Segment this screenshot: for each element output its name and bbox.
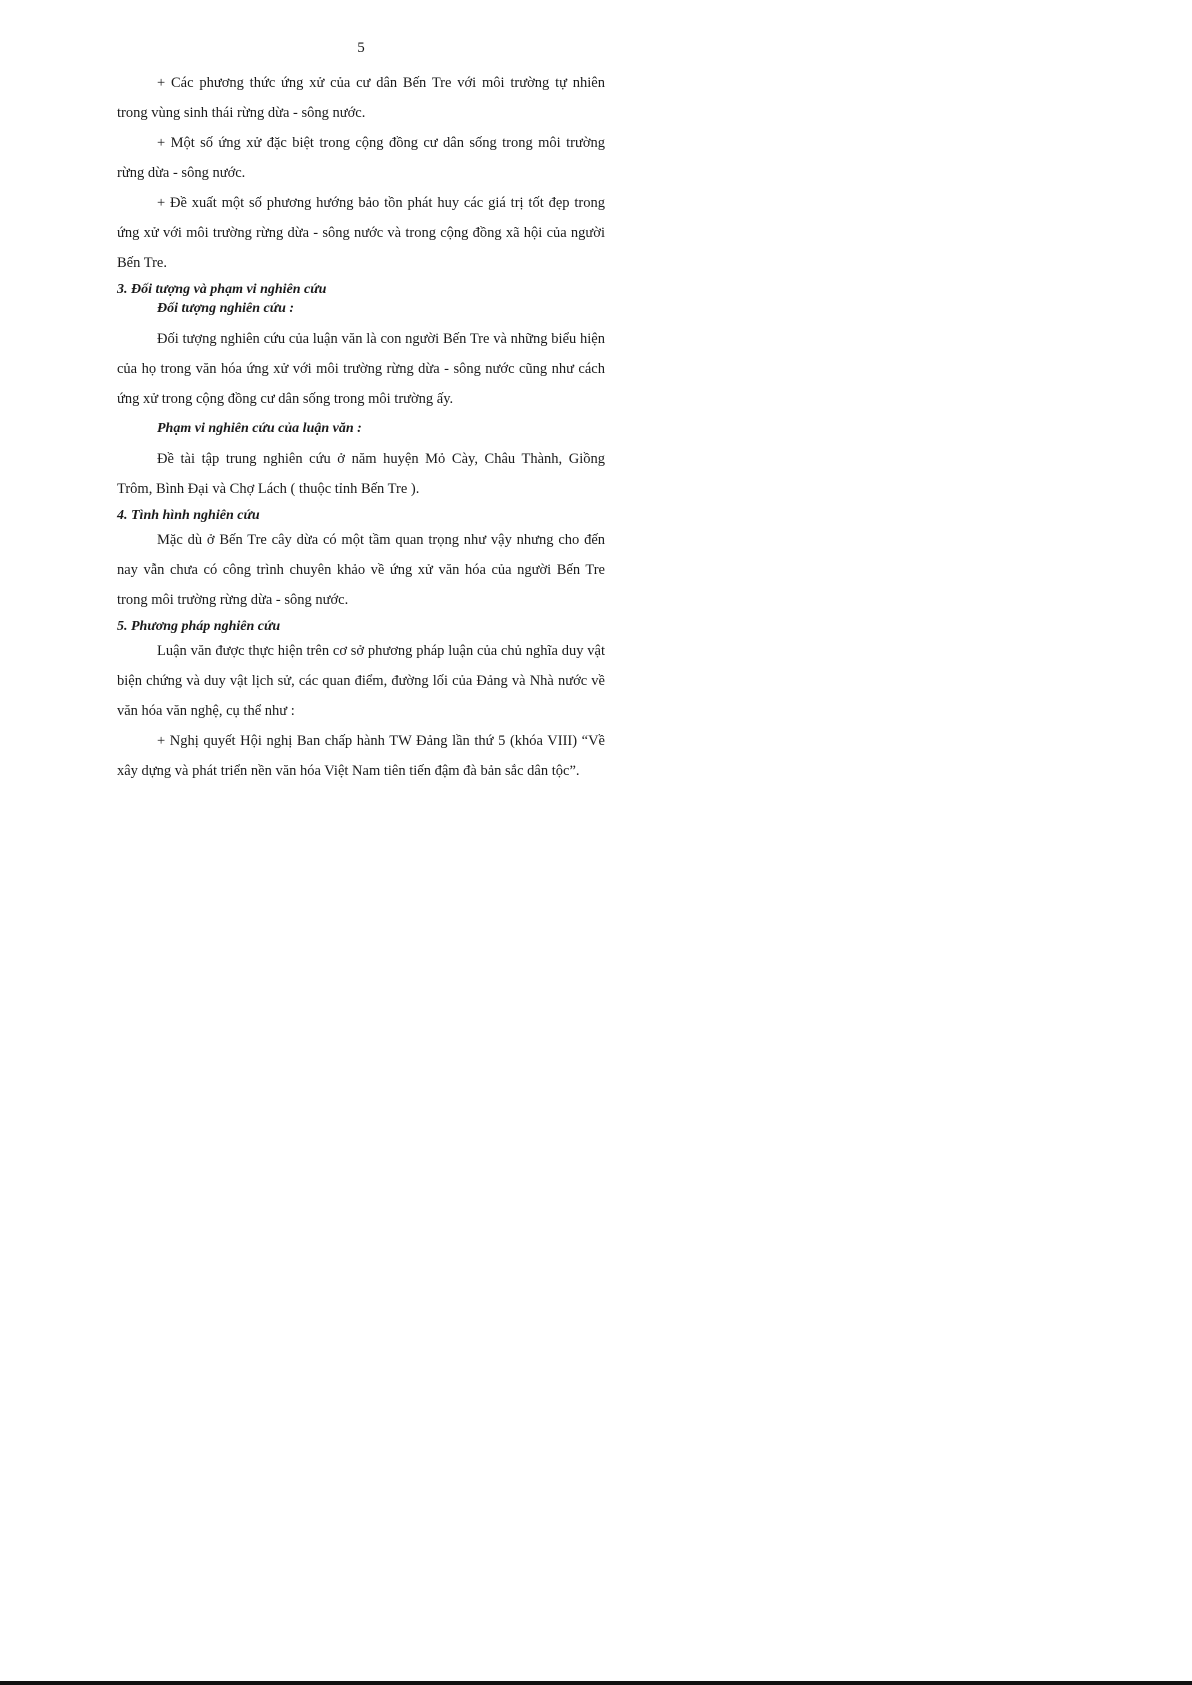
paragraph-preservation-proposal: + Đề xuất một số phương hướng bảo tồn phát huy các giá trị tốt đẹp trong ứng xử với môi trường rừng dừa - sông nước và trong cộng đồng xã hội của người Bến Tre.	[117, 195, 605, 271]
paragraph-environment-behaviors: + Các phương thức ứng xử của cư dân Bến Tre với môi trường tự nhiên trong vùng sinh thái rừng dừa - sông nước.	[117, 75, 605, 121]
subheading-research-scope: Phạm vi nghiên cứu của luận văn :	[157, 421, 362, 436]
section-heading-5: 5. Phương pháp nghiên cứu	[117, 619, 281, 634]
paragraph-community-behaviors: + Một số ứng xử đặc biệt trong cộng đồng cư dân sống trong môi trường rừng dừa - sông nước.	[117, 135, 605, 181]
paragraph-research-scope: Đề tài tập trung nghiên cứu ở năm huyện Mỏ Cày, Châu Thành, Giồng Trôm, Bình Đại và Chợ Lách ( thuộc tỉnh Bến Tre ).	[117, 451, 605, 497]
paragraph-research-subject: Đối tượng nghiên cứu của luận văn là con người Bến Tre và những biểu hiện của họ trong văn hóa ứng xử với môi trường rừng dừa - sông nước cũng như cách ứng xử trong cộng đồng cư dân sống trong môi trường ấy.	[117, 331, 605, 407]
subheading-research-subject: Đối tượng nghiên cứu :	[157, 301, 295, 316]
document-body	[117, 68, 605, 786]
page-number: 5	[357, 40, 365, 56]
section-heading-3: 3. Đối tượng và phạm vi nghiên cứu	[117, 282, 327, 297]
paragraph-research-status: Mặc dù ở Bến Tre cây dừa có một tầm quan trọng như vậy nhưng cho đến nay vẫn chưa có công trình chuyên khảo về ứng xử văn hóa của người Bến Tre trong môi trường rừng dừa - sông nước.	[117, 532, 605, 608]
section-heading-4: 4. Tình hình nghiên cứu	[117, 508, 260, 523]
bottom-border	[0, 1681, 1192, 1685]
paragraph-methodology: Luận văn được thực hiện trên cơ sở phương pháp luận của chủ nghĩa duy vật biện chứng và duy vật lịch sử, các quan điểm, đường lối của Đảng và Nhà nước về văn hóa văn nghệ, cụ thể như :	[117, 643, 605, 719]
paragraph-resolution: + Nghị quyết Hội nghị Ban chấp hành TW Đảng lần thứ 5 (khóa VIII) “Về xây dựng và phát triển nền văn hóa Việt Nam tiên tiến đậm đà bản sắc dân tộc”.	[117, 733, 605, 779]
